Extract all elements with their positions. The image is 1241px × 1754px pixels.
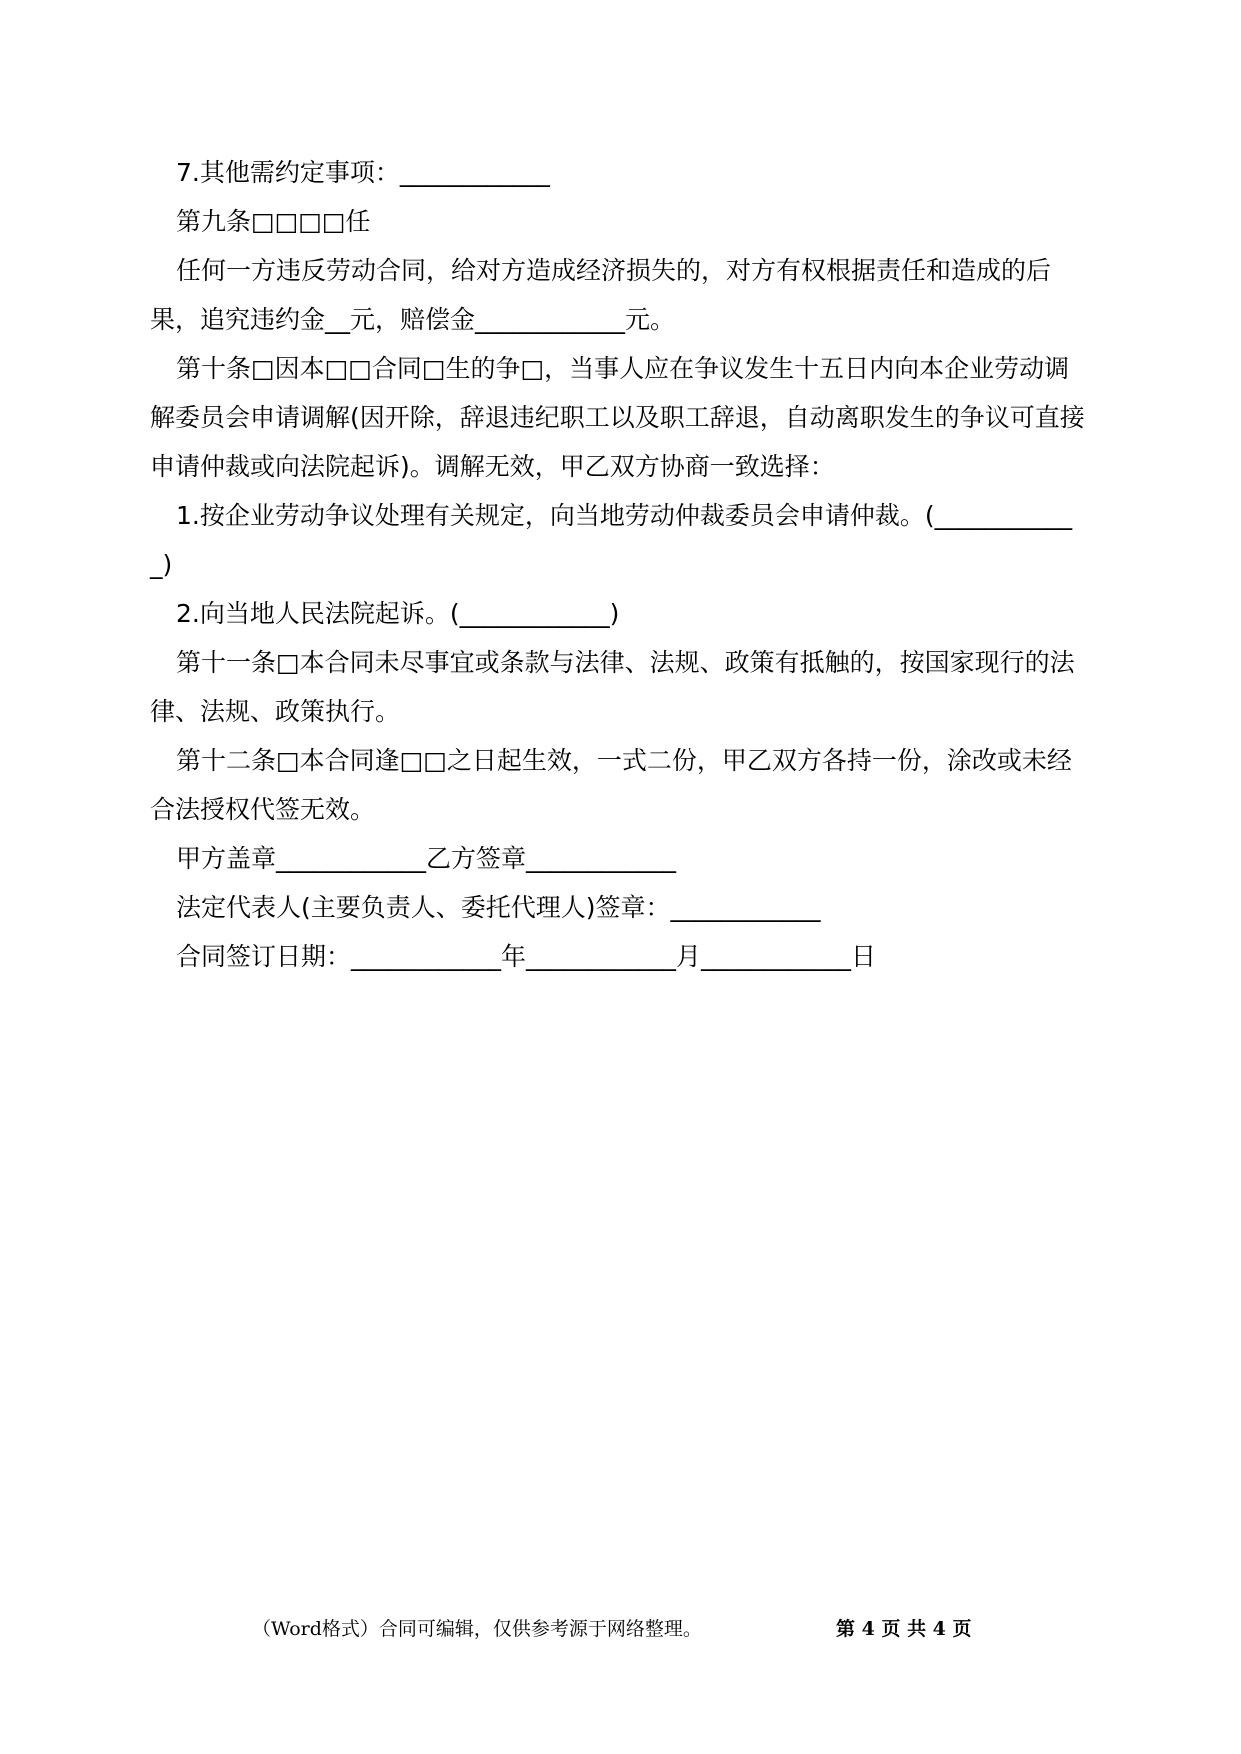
article-11-body: 第十一条□本合同未尽事宜或条款与法律、法规、政策有抵触的，按国家现行的法律、法规、政策执行。: [150, 648, 1075, 726]
signature-legal-representative: 法定代表人(主要负责人、委托代理人)签章：____________: [176, 893, 821, 922]
article-9-body: 任何一方违反劳动合同，给对方造成经济损失的，对方有权根据责任和造成的后果，追究违约金__元，赔偿金____________元。: [150, 256, 1052, 334]
signature-party-a-b: 甲方盖章____________乙方签章____________: [176, 844, 677, 873]
clause-item-7-other-matters: 7.其他需约定事项：____________: [176, 158, 550, 187]
article-9-heading: 第九条□□□□任: [176, 207, 371, 236]
article-12-body: 第十二条□本合同逢□□之日起生效，一式二份，甲乙双方各持一份，涂改或未经合法授权代签无效。: [150, 746, 1072, 824]
article-10-option-1: 1.按企业劳动争议处理有关规定，向当地劳动仲裁委员会申请仲裁。(____________): [150, 501, 1073, 579]
page-footer: [0, 1614, 1241, 1644]
article-10-option-2: 2.向当地人民法院起诉。(____________): [176, 599, 620, 628]
signing-date: 合同签订日期：____________年____________月____________日: [176, 942, 877, 971]
document-body: [150, 148, 1090, 981]
page-number: 第 4 页 共 4 页: [836, 1618, 972, 1640]
footer-note: （Word格式）合同可编辑，仅供参考源于网络整理。: [252, 1618, 702, 1640]
article-10-body: 第十条□因本□□合同□生的争□，当事人应在争议发生十五日内向本企业劳动调解委员会申请调解(因开除，辞退违纪职工以及职工辞退，自动离职发生的争议可直接申请仲裁或向法院起诉)。调解无效，甲乙双方协商一致选择：: [150, 354, 1085, 481]
